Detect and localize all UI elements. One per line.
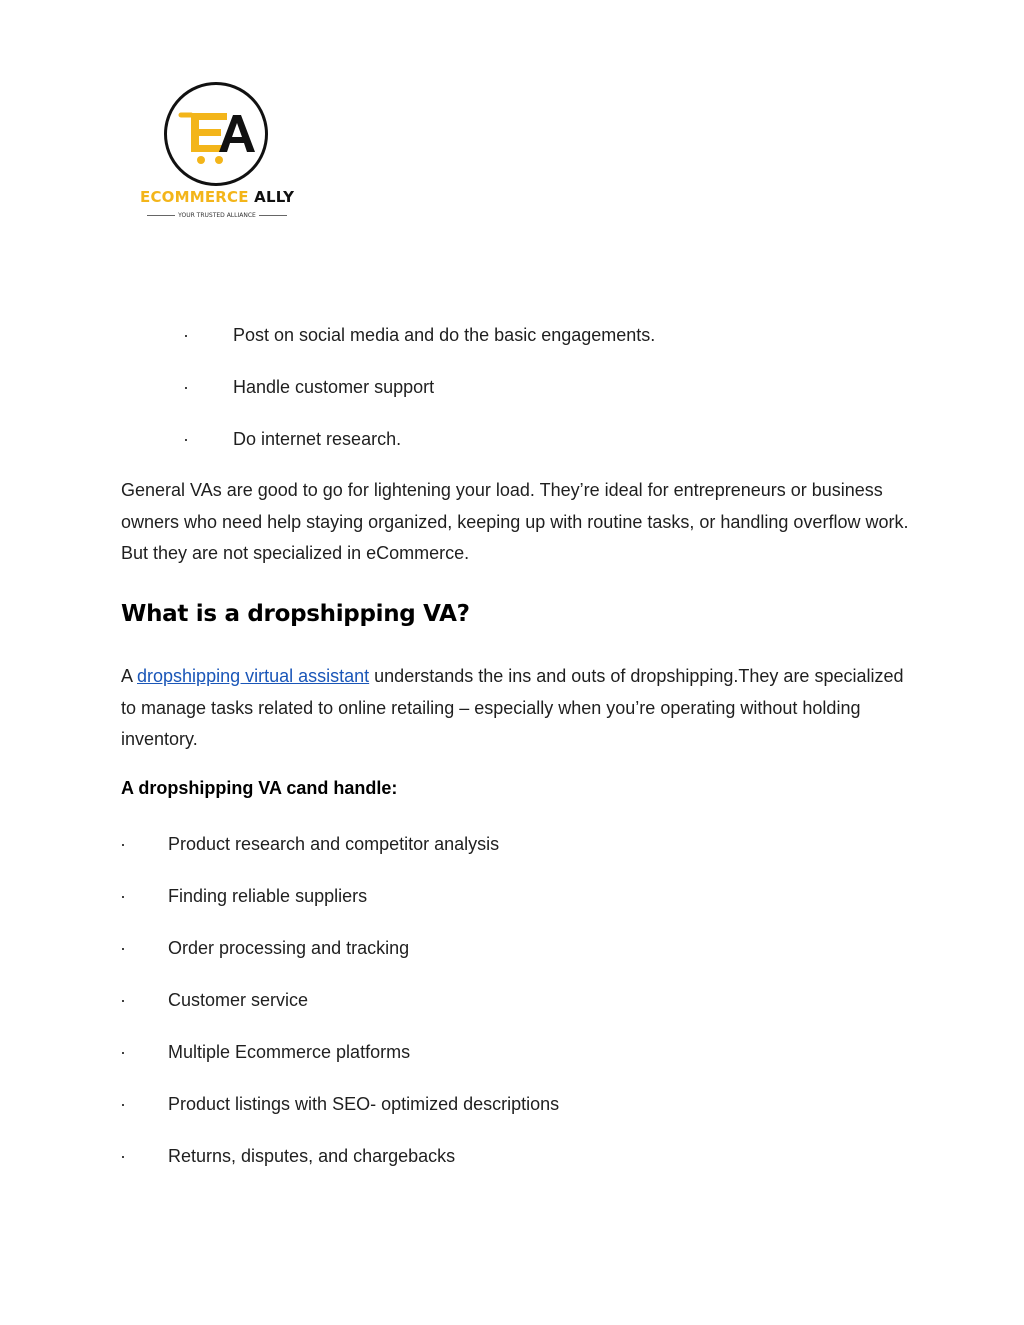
brand-tagline-row (144, 209, 290, 221)
paragraph-prefix: A (121, 666, 138, 686)
bullet-marker: · (120, 990, 126, 1010)
bullet-marker: · (183, 325, 189, 345)
tagline-rule-left (147, 215, 175, 216)
list-item: Handle customer support (233, 377, 435, 397)
bullet-marker: · (120, 1094, 126, 1114)
bullet-marker: · (120, 886, 126, 906)
dropshipping-va-link[interactable]: dropshipping virtual assistant (137, 666, 370, 686)
list-subheading: A dropshipping VA cand handle: (121, 778, 398, 798)
list-item: Returns, disputes, and chargebacks (168, 1146, 456, 1166)
brand-tagline: YOUR TRUSTED ALLIANCE (178, 211, 256, 219)
list-item: Product listings with SEO- optimized descriptions (168, 1094, 560, 1114)
bullet-marker: · (120, 1042, 126, 1062)
bullet-marker: · (120, 938, 126, 958)
brand-name-part1: ECOMMERCE (140, 188, 249, 206)
bullet-marker: · (183, 377, 189, 397)
brand-wordmark (140, 188, 295, 206)
paragraph-suffix: understands the ins and outs of dropshipping.They are specialized to manage tasks related to online retailing – especially when you’re operating without holding inventory. (121, 666, 904, 750)
list-item: Multiple Ecommerce platforms (168, 1042, 411, 1062)
list-item: Product research and competitor analysis (168, 834, 500, 854)
brand-logo (140, 80, 300, 225)
shopping-cart-icon (164, 82, 268, 186)
list-item: Post on social media and do the basic engagements. (233, 325, 656, 345)
bullet-marker: · (120, 834, 126, 854)
body-paragraph: General VAs are good to go for lightening your load. They’re ideal for entrepreneurs or business owners who need help staying organized, keeping up with routine tasks, or handling overflow work. But they are not specialized in eCommerce. (121, 480, 909, 564)
bullet-marker: · (183, 429, 189, 449)
brand-name-part2: ALLY (254, 188, 295, 206)
section-heading: What is a dropshipping VA? (121, 601, 470, 627)
list-item: Customer service (168, 990, 309, 1010)
body-paragraph-with-link (121, 661, 911, 756)
list-item: Do internet research. (233, 429, 402, 449)
list-item: Order processing and tracking (168, 938, 410, 958)
list-item: Finding reliable suppliers (168, 886, 368, 906)
tagline-rule-right (259, 215, 287, 216)
bullet-marker: · (120, 1146, 126, 1166)
